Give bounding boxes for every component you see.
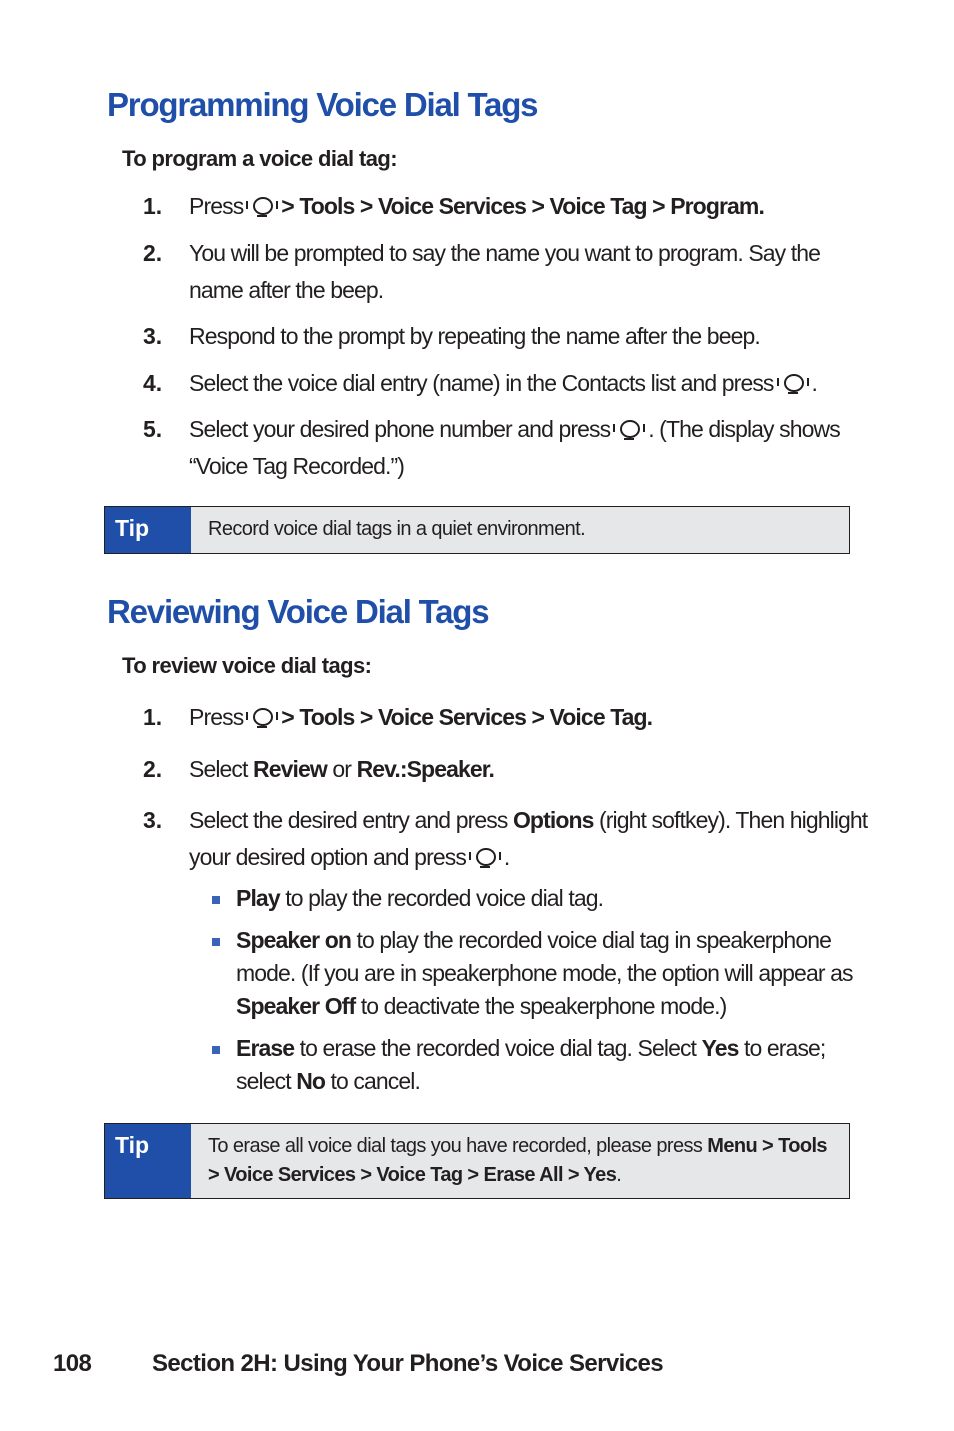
step-text: Respond to the prompt by repeating the name after the beep. xyxy=(189,323,760,349)
menu-path: Menu > Tools > Voice Services > Voice Tag > Erase All > Yes xyxy=(208,1135,827,1186)
menu-ok-key-icon xyxy=(245,195,279,217)
step-text-mid: (right softkey). Then highlight your desired option and press xyxy=(189,807,868,870)
page-number: 108 xyxy=(53,1350,92,1377)
step-text xyxy=(189,188,869,225)
step-text-pre: Press xyxy=(189,704,244,730)
option-play: Play xyxy=(236,885,280,911)
tip-box xyxy=(104,1123,850,1199)
bullet-text: to play the recorded voice dial tag. xyxy=(285,885,604,911)
bullet-text: to play the recorded voice dial tag in speakerphone mode. (If you are in speakerphone mode, the option will appear as xyxy=(236,927,853,986)
section-intro-reviewing: To review voice dial tags: xyxy=(122,653,372,678)
step-text-pre: Select the desired entry and press xyxy=(189,807,508,833)
step-number: 2. xyxy=(143,240,163,266)
tip-text: Record voice dial tags in a quiet environment. xyxy=(208,518,586,540)
menu-ok-key-icon xyxy=(612,418,646,440)
step-number: 1. xyxy=(143,193,163,219)
step-text xyxy=(189,699,869,736)
bullet-marker xyxy=(212,1046,220,1054)
tip-label: Tip xyxy=(105,1124,191,1198)
bullet-item-erase xyxy=(236,1032,876,1098)
step-text-pre: Select the voice dial entry (name) in the Contacts list and press xyxy=(189,370,774,396)
bullet-marker xyxy=(212,896,220,904)
bullet-marker xyxy=(212,938,220,946)
menu-path: > Tools > Voice Services > Voice Tag. xyxy=(281,704,653,730)
option-speaker-on: Speaker on xyxy=(236,927,351,953)
menu-ok-key-icon xyxy=(468,846,502,868)
option-no: No xyxy=(296,1068,326,1094)
option-review: Review xyxy=(253,756,327,782)
step-text-pre: Select xyxy=(189,756,248,782)
option-erase: Erase xyxy=(236,1035,295,1061)
section-title-programming: Programming Voice Dial Tags xyxy=(107,86,538,123)
step-text-pre: Select your desired phone number and press xyxy=(189,416,611,442)
step-number: 4. xyxy=(143,370,163,396)
menu-ok-key-icon xyxy=(245,706,279,728)
tip-text xyxy=(191,1124,849,1198)
step-text xyxy=(189,751,869,788)
option-speaker-off: Speaker Off xyxy=(236,993,356,1019)
step-text-pre: Press xyxy=(189,193,244,219)
step-text-post: . xyxy=(811,370,818,396)
step-text xyxy=(189,802,869,876)
step-text: You will be prompted to say the name you want to program. Say the name after the beep. xyxy=(189,240,821,303)
step-number: 3. xyxy=(143,807,163,833)
step-number: 1. xyxy=(143,704,163,730)
bullet-text: to erase; select xyxy=(236,1035,826,1094)
section-title-reviewing: Reviewing Voice Dial Tags xyxy=(107,593,489,630)
bullet-text: to deactivate the speakerphone mode.) xyxy=(360,993,727,1019)
menu-path: > Tools > Voice Services > Voice Tag > Program. xyxy=(281,193,764,219)
step-number: 3. xyxy=(143,323,163,349)
option-yes: Yes xyxy=(701,1035,739,1061)
option-rev-speaker: Rev.:Speaker. xyxy=(356,756,495,782)
bullet-item-play xyxy=(236,882,876,915)
bullet-item-speaker-on xyxy=(236,924,876,1023)
footer-section-title: Section 2H: Using Your Phone’s Voice Services xyxy=(152,1350,663,1377)
step-text-mid: or xyxy=(332,756,352,782)
step-text-post: . xyxy=(503,844,510,870)
step-number: 2. xyxy=(143,756,163,782)
step-text xyxy=(189,411,879,485)
softkey-options: Options xyxy=(512,807,594,833)
section-intro-programming: To program a voice dial tag: xyxy=(122,146,397,171)
tip-text-post: . xyxy=(616,1164,622,1186)
bullet-text: to cancel. xyxy=(330,1068,420,1094)
tip-box xyxy=(104,506,850,554)
menu-ok-key-icon xyxy=(776,372,810,394)
step-text xyxy=(189,365,889,402)
step-number: 5. xyxy=(143,416,163,442)
tip-text-pre: To erase all voice dial tags you have recorded, please press xyxy=(208,1135,703,1157)
bullet-text: to erase the recorded voice dial tag. Select xyxy=(299,1035,697,1061)
tip-label: Tip xyxy=(105,507,191,553)
step-text-post: . (The display shows “Voice Tag Recorded.”) xyxy=(189,416,840,479)
